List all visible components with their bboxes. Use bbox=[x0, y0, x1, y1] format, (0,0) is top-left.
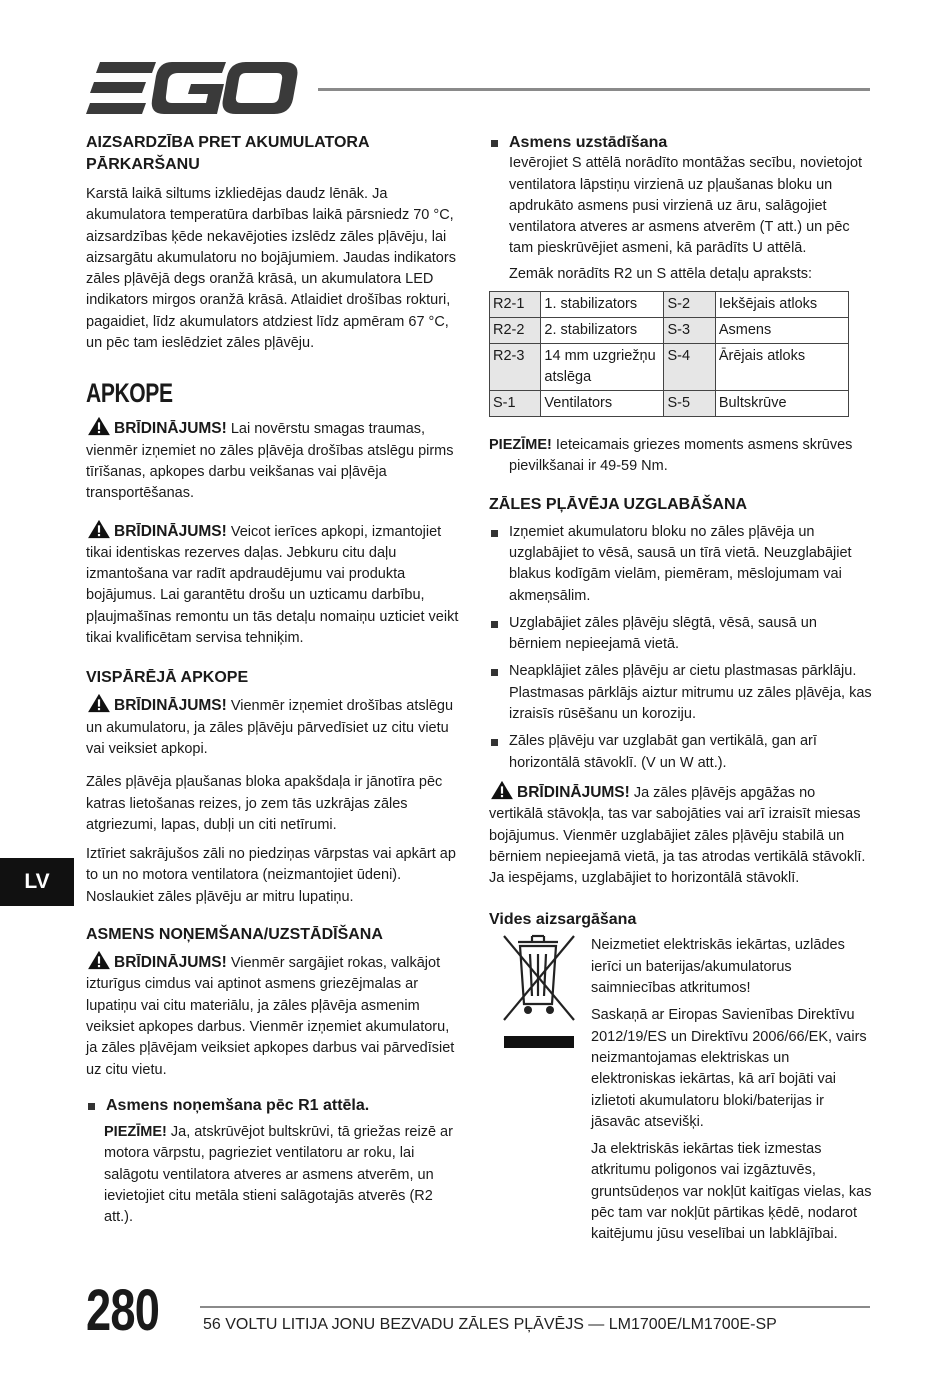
footer-product-line: 56 VOLTU LITIJA JONU BEZVADU ZĀLES PĻĀVĒJS — LM1700E/LM1700E-SP bbox=[203, 1316, 777, 1333]
env-text-1: Neizmetiet elektriskās iekārtas, uzlādes ierīci un baterijas/akumulatorus saimniecības atkritumos! bbox=[591, 937, 845, 997]
table-row: S-1 Ventilators S-5 Bultskrūve bbox=[490, 391, 849, 417]
warning-2: BRĪDINĀJUMS! Veicot ierīces apkopi, izmantojiet tikai identiskas rezerves daļas. Jebkuru citu daļu izmantošana var radīt apdraudējumu vai produkta bojājumus. Lai garantētu drošu un uzticamu darbību, pļaujmašīnas remontu un tās detaļu nomaiņu uzticiet veikt tikai kvalificētam servisa tehniķim. bbox=[86, 519, 460, 650]
warning-4: BRĪDINĀJUMS! Vienmēr sargājiet rokas, valkājot izturīgus cimdus vai aptinot asmens griezējmalas ar lupatiņu vai citu materiālu, ja zāles pļāvēja asmenim veiksiet apkopes darbus. Vienmēr izņemiet akumulatoru, ja zāles pļāvējam veiksiet apkopes darbus vai pārvedīsiet uz citu vietu. bbox=[86, 950, 460, 1081]
warning-1: BRĪDINĀJUMS! Lai novērstu smagas traumas, vienmēr izņemiet no zāles pļāvēja drošības atslēgu pirms tīrīšanas, apkopes darbu veikšanas vai pļāvēja transportēšanas. bbox=[86, 416, 460, 504]
blade-removal-title: Asmens noņemšana pēc R1 attēla. bbox=[86, 1095, 460, 1116]
crossed-out-bin-icon bbox=[496, 928, 582, 1050]
warning-3: BRĪDINĀJUMS! Vienmēr izņemiet drošības atslēgu un akumulatoru, ja zāles pļāvēju pārvedīsiet uz citu vietu vai veiksiet apkopi. bbox=[86, 693, 460, 760]
torque-note: PIEZĪME! Ieteicamais griezes moments asmens skrūves pievilkšanai ir 49-59 Nm. bbox=[489, 437, 853, 475]
warning-triangle-icon bbox=[489, 780, 515, 800]
warning-triangle-icon bbox=[86, 416, 112, 436]
blade-install-title: Asmens uzstādīšana bbox=[489, 132, 873, 153]
storage-item: Zāles pļāvēju var uzglabāt gan vertikālā, gan arī horizontālā stāvoklī. (V un W att.). bbox=[489, 731, 873, 774]
warning-triangle-icon bbox=[86, 693, 112, 713]
table-row: R2-3 14 mm uzgriežņu atslēga S-4 Ārējais atloks bbox=[490, 344, 849, 391]
storage-warning: BRĪDINĀJUMS! Ja zāles pļāvējs apgāžas no vertikālā stāvokļa, tas var sabojāties vai arī izraisīt miesas bojājumus. Vienmēr uzglabājiet zāles pļāvēju stabilā un bērniem nepieejamā vietā, ja tas atrodas vertikālā stāvoklī. Ja iespējams, uzglabājiet to horizontālā stāvoklī. bbox=[489, 780, 873, 889]
env-text-block bbox=[591, 935, 873, 1245]
blade-install-text: Ievērojiet S attēlā norādīto montāžas secību, novietojot ventilatora lāpstiņu virzienā uz pļaušanas bloku un apdrukāto asmens pusi virzienā uz āru, salāgojiet ventilatora atveres ar asmens atverēm (T att.) un pēc tam pieskrūvējiet asmeni, kā parādīts U attēlā. bbox=[509, 155, 863, 257]
general-text-1: Zāles pļāvēja pļaušanas bloka apakšdaļa ir jānotīra pēc katras lietošanas reizes, jo zem tās uzkrājas zāles atgriezumi, lapas, dubļi un citi netīrumi. bbox=[86, 774, 443, 833]
maintenance-heading: APKOPE bbox=[86, 378, 173, 409]
footer-rule bbox=[200, 1306, 870, 1308]
warning-triangle-icon bbox=[86, 950, 112, 970]
storage-item: Izņemiet akumulatoru bloku no zāles pļāvēja un uzglabājiet to vēsā, sausā un tīrā vietā. Neuzglabājiet blakus kodīgām vielām, piemēram, mēslojumam vai akmeņsālim. bbox=[489, 522, 873, 607]
table-row: R2-2 2. stabilizators S-3 Asmens bbox=[490, 318, 849, 344]
header-rule bbox=[318, 88, 870, 91]
general-text-2: Iztīriet sakrājušos zāli no piedziņas vārpstas vai apkārt ap to un no motora ventilatora (neizmantojiet ūdeni). Noslaukiet zāles pļāvēju ar mitru lupatiņu. bbox=[86, 846, 456, 905]
language-tab: LV bbox=[0, 858, 74, 906]
table-row: R2-1 1. stabilizators S-2 Iekšējais atloks bbox=[490, 292, 849, 318]
right-column bbox=[489, 132, 873, 1246]
overheat-heading: AIZSARDZĪBA PRET AKUMULATORA PĀRKARŠANU bbox=[86, 134, 370, 173]
warning-triangle-icon bbox=[86, 519, 112, 539]
general-maintenance-heading: VISPĀRĒJĀ APKOPE bbox=[86, 669, 249, 687]
env-text-3: Ja elektriskās iekārtas tiek izmestas atkritumu poligonos vai izgāztuvēs, gruntsūdeņos var nokļūt kaitīgas vielas, kas pēc tam var nokļūt pārtikas ķēdē, nodarot kaitējumu jūsu veselībai un labklājībai. bbox=[591, 1141, 872, 1243]
page-number: 280 bbox=[86, 1278, 160, 1343]
storage-item: Uzglabājiet zāles pļāvēju slēgtā, vēsā, sausā un bērniem nepieejamā vietā. bbox=[489, 613, 873, 656]
table-intro: Zemāk norādīts R2 un S attēla detaļu apraksts: bbox=[509, 265, 813, 282]
parts-table bbox=[489, 291, 849, 417]
env-heading: Vides aizsargāšana bbox=[489, 911, 637, 929]
blade-heading: ASMENS NOŅEMŠANA/UZSTĀDĪŠANA bbox=[86, 926, 383, 944]
left-column bbox=[86, 132, 460, 1229]
storage-heading: ZĀLES PĻĀVĒJA UZGLABĀŠANA bbox=[489, 495, 748, 513]
blade-removal-note: PIEZĪME! Ja, atskrūvējot bultskrūvi, tā griežas reizē ar motora vārpstu, pagrieziet ventilatoru ar roku, lai salāgotu ventilatora atveres ar asmens atverēm, un ievietojiet citu metāla stieni salāgotajās atverēs (R2 att.). bbox=[104, 1124, 453, 1226]
overheat-text: Karstā laikā siltums izkliedējas daudz lēnāk. Ja akumulatora temperatūra darbības laikā pārsniedz 70 °C, aizsardzības ķēde nekavējoties izslēdz zāles pļāvēju, lai aizsargātu akumulatoru no bojājumiem. Jaudas indikators zāles pļāvējā degs oranžā krāsā, un akumulatora LED indikators mirgos oranžā krāsā. Atlaidiet drošības rokturi, pagaidiet, līdz akumulators atdziest līdz apmēram 67 °C, un pēc tam ieslēdziet zāles pļāvēju. bbox=[86, 186, 456, 352]
ego-logo bbox=[86, 62, 298, 114]
env-text-2: Saskaņā ar Eiropas Savienības Direktīvu 2012/19/ES un Direktīvu 2006/66/EK, vairs neizmantojamas elektriskas un elektroniskas iekārtas, kā arī bojāti vai izlietoti akumulatoru bloki/baterijas ir jāsavāc atsevišķi. bbox=[591, 1007, 867, 1130]
storage-item: Neapklājiet zāles pļāvēju ar cietu plastmasas pārklāju. Plastmasas pārklājs aiztur mitrumu uz zāles pļāvēja, kas izraisīs rūsēšanu un koroziju. bbox=[489, 661, 873, 725]
